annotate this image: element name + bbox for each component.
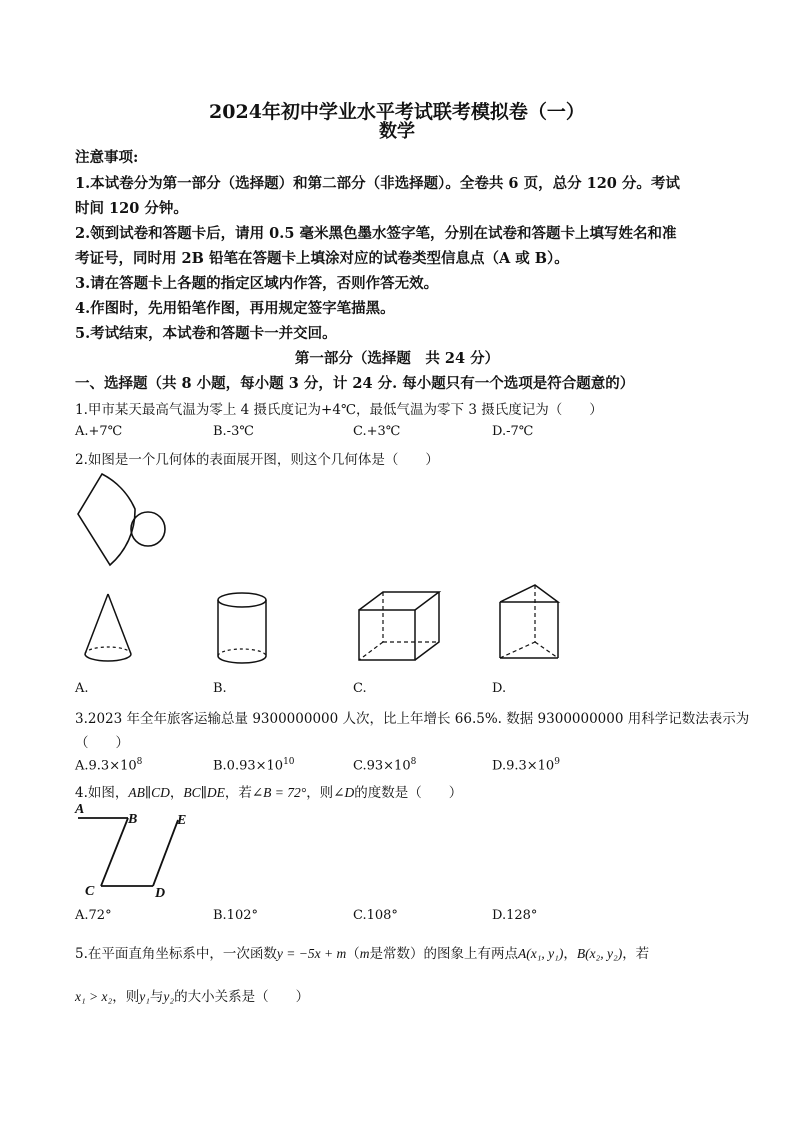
q5-stem-line-1: 5.在平面直角坐标系中，一次函数y = −5x + m（m是常数）的图象上有两点A(x₁, y₁)，B(x₂, y₂)，若	[75, 946, 650, 962]
q1-option-c: C.+3℃	[353, 424, 401, 439]
note-1-line-1: 1.本试卷分为第一部分（选择题）和第二部分（非选择题）。全卷共 6 页，总分 120 分。考试	[75, 175, 680, 192]
q2-option-d: D.	[492, 681, 507, 696]
note-2-line-1: 2.领到试卷和答题卡后，请用 0.5 毫米黑色墨水签字笔，分别在试卷和答题卡上填写姓名和准	[75, 225, 677, 242]
q3-option-b: $B.0.93\times 10^{10}$	[213, 757, 295, 774]
part1-heading: 第一部分（选择题 共 24 分）	[294, 350, 500, 367]
notes-heading: 注意事项:	[75, 149, 139, 166]
q3-option-a: $A.9.3\times 10^8$	[75, 757, 143, 774]
q4-stem: 4.如图，AB∥CD，BC∥DE，若∠B = 72°，则∠D的度数是（ ）	[75, 785, 463, 801]
q1-stem: 1.甲市某天最高气温为零上 4 摄氏度记为+4℃，最低气温为零下 3 摄氏度记为（ ）	[75, 402, 603, 418]
q3-option-d: $D.9.3\times 10^9$	[492, 757, 560, 774]
note-2-line-2: 考证号，同时用 2B 铅笔在答题卡上填涂对应的试卷类型信息点（A 或 B）。	[75, 250, 569, 267]
note-4: 4.作图时，先用铅笔作图，再用规定签字笔描黑。	[75, 300, 395, 317]
q2-option-c: C.	[353, 681, 367, 696]
q4-option-c: C.108°	[353, 908, 398, 923]
q4-label-d: D	[155, 886, 166, 901]
q4-label-e: E	[177, 813, 187, 828]
q4-label-c: C	[85, 884, 95, 899]
q1-option-a: A.+7℃	[75, 424, 123, 439]
q2-net-figure	[72, 470, 172, 570]
cylinder-figure	[214, 590, 274, 670]
q4-option-a: A.72°	[75, 908, 112, 923]
q2-option-a: A.	[75, 681, 89, 696]
cone-figure	[80, 592, 140, 667]
q1-option-b: B.-3℃	[213, 424, 254, 439]
q4-option-b: B.102°	[213, 908, 258, 923]
section-heading: 一、选择题（共 8 小题，每小题 3 分，计 24 分. 每小题只有一个选项是符合题意的）	[75, 375, 635, 392]
note-5: 5.考试结束，本试卷和答题卡一并交回。	[75, 325, 337, 342]
subject-title: 数学	[379, 121, 415, 142]
cube-figure	[356, 590, 446, 665]
q4-label-b: B	[128, 812, 138, 827]
prism-figure	[497, 582, 567, 667]
q4-option-d: D.128°	[492, 908, 538, 923]
q3-option-c: $C.93\times 10^8$	[353, 757, 417, 774]
q4-label-a: A	[75, 802, 85, 817]
q3-stem-line-2: （ ）	[75, 735, 129, 751]
note-1-line-2: 时间 120 分钟。	[75, 200, 188, 217]
q5-stem-line-2: x₁ > x₂，则y₁与y₂的大小关系是（ ）	[75, 989, 310, 1005]
note-3: 3.请在答题卡上各题的指定区域内作答，否则作答无效。	[75, 275, 439, 292]
q2-stem: 2.如图是一个几何体的表面展开图，则这个几何体是（ ）	[75, 452, 439, 468]
exam-title: 2024年初中学业水平考试联考模拟卷（一）	[209, 101, 585, 123]
q3-stem-line-1: 3.2023 年全年旅客运输总量 9300000000 人次，比上年增长 66.5%. 数据 9300000000 用科学记数法表示为	[75, 711, 750, 727]
q1-option-d: D.-7℃	[492, 424, 534, 439]
q2-option-b: B.	[213, 681, 227, 696]
